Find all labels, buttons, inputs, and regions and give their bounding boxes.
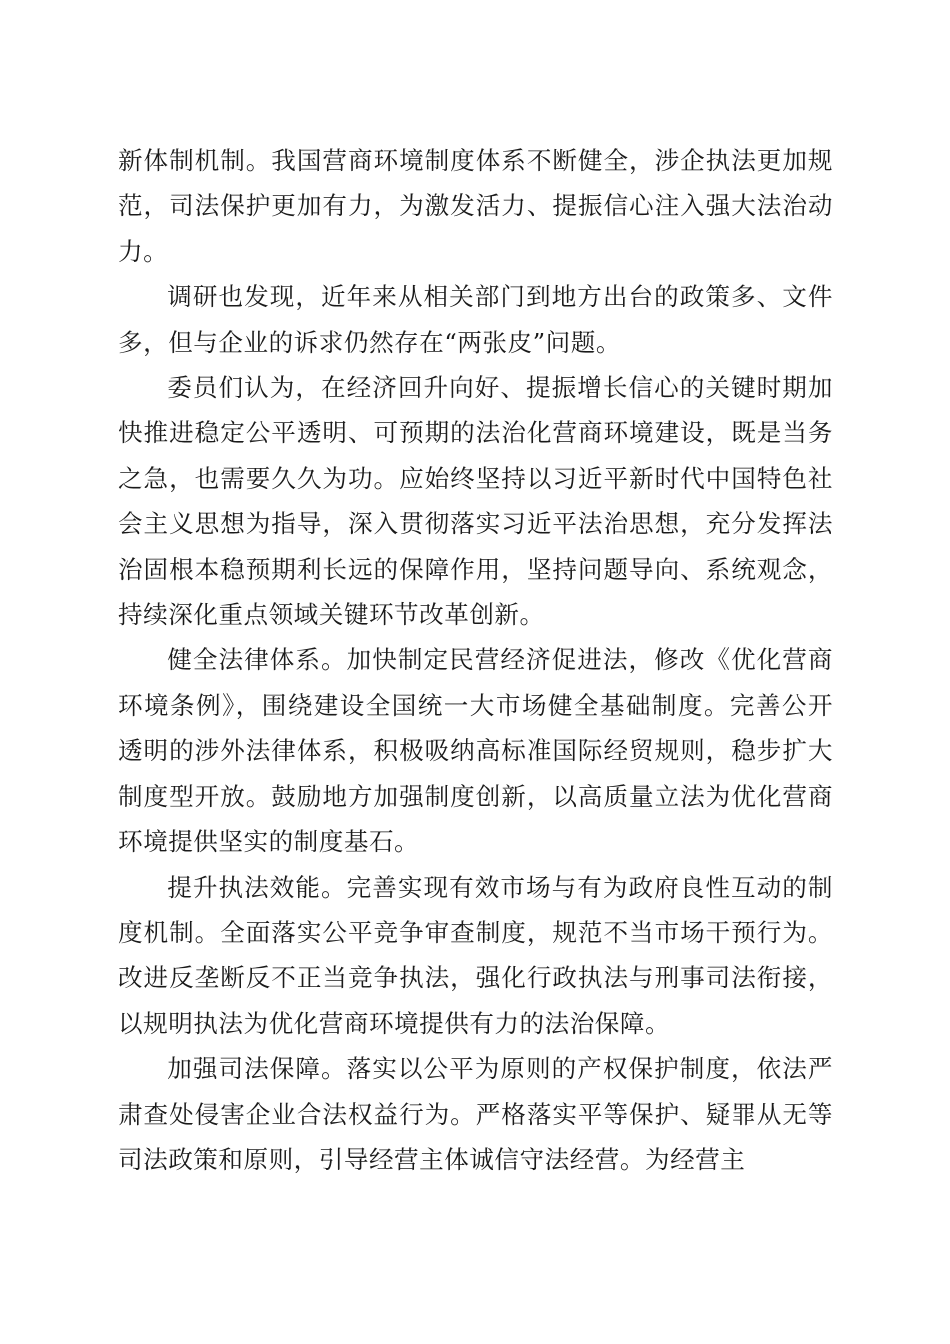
paragraph-legal-system: 健全法律体系。加快制定民营经济促进法，修改《优化营商环境条例》，围绕建设全国统一大市场健全基础制度。完善公开透明的涉外法律体系，积极吸纳高标准国际经贸规则，稳步扩大制度型开放。鼓励地方加强制度创新，以高质量立法为优化营商环境提供坚实的制度基石。 [118, 645, 833, 857]
document-body [118, 138, 833, 1182]
paragraph-judicial-protection: 加强司法保障。落实以公平为原则的产权保护制度，依法严肃查处侵害企业合法权益行为。严格落实平等保护、疑罪从无等司法政策和原则，引导经营主体诚信守法经营。为经营主 [118, 1054, 833, 1174]
paragraph-research-findings: 调研也发现，近年来从相关部门到地方出台的政策多、文件多，但与企业的诉求仍然存在“两张皮”问题。 [118, 282, 833, 357]
paragraph-law-enforcement: 提升执法效能。完善实现有效市场与有为政府良性互动的制度机制。全面落实公平竞争审查制度，规范不当市场干预行为。改进反垄断反不正当竞争执法，强化行政执法与刑事司法衔接，以规明执法为优化营商环境提供有力的法治保障。 [118, 872, 833, 1038]
paragraph-committee-view: 委员们认为，在经济回升向好、提振增长信心的关键时期加快推进稳定公平透明、可预期的法治化营商环境建设，既是当务之急，也需要久久为功。应始终坚持以习近平新时代中国特色社会主义思想为指导，深入贯彻落实习近平法治思想，充分发挥法治固根本稳预期利长远的保障作用，坚持问题导向、系统观念，持续深化重点领域关键环节改革创新。 [118, 373, 833, 630]
paragraph-continuation: 新体制机制。我国营商环境制度体系不断健全，涉企执法更加规范，司法保护更加有力，为激发活力、提振信心注入强大法治动力。 [118, 146, 833, 266]
